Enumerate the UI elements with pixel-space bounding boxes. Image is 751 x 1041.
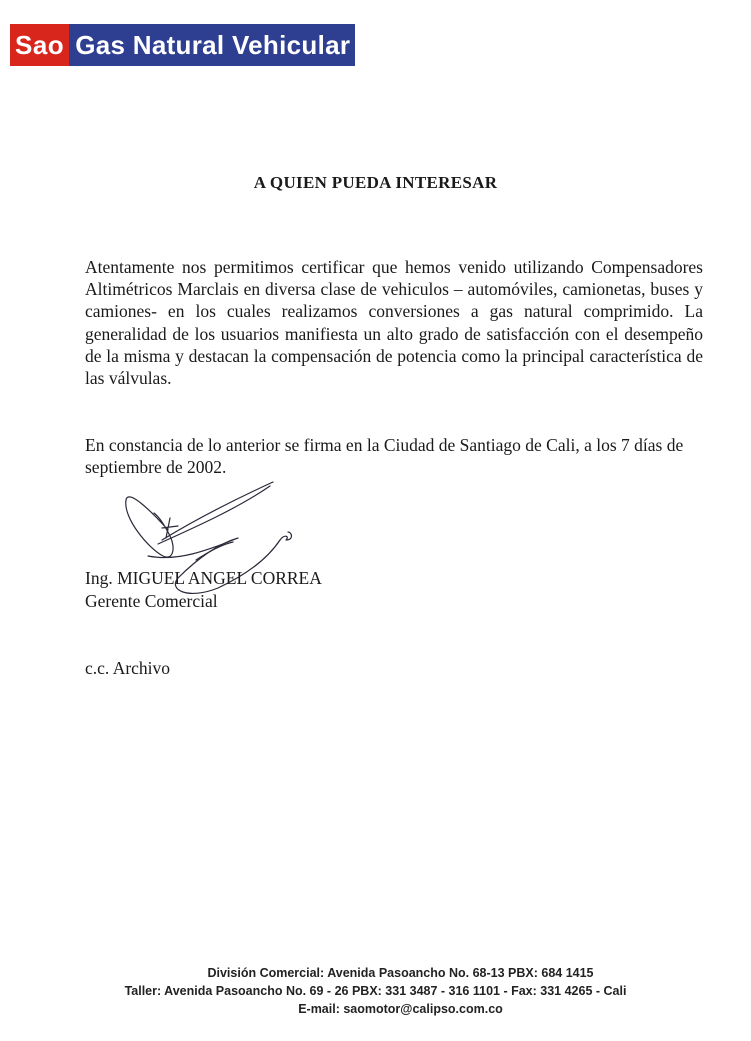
logo-sao-block: Sao [10,24,69,66]
signer-title: Gerente Comercial [85,591,218,611]
footer-line-workshop: Taller: Avenida Pasoancho No. 69 - 26 PBX: 331 3487 - 316 1101 - Fax: 331 4265 - Cali [124,984,627,998]
cc-note: c.c. Archivo [85,658,171,678]
footer-line-commercial: División Comercial: Avenida Pasoancho No. 68-13 PBX: 684 1415 [207,966,594,980]
body-paragraph-1: Atentamente nos permitimos certificar que hemos venido utilizando Compensadores Altimétricos Marclais en diversa clase de vehiculos – automóviles, camionetas, buses y camiones- en los cuales realizamos conversiones a gas natural comprimido. La generalidad de los usuarios manifiesta un alto grado de satisfacción con el desempeño de la misma y destacan la compensación de potencia como la principal característica de las válvulas. [85,257,703,389]
letter-heading: A QUIEN PUEDA INTERESAR [253,173,498,192]
footer-contact [0,964,751,1018]
logo-brand-block: Gas Natural Vehicular [69,24,355,66]
signer-name: Ing. MIGUEL ANGEL CORREA [85,568,322,588]
company-logo [10,24,355,66]
footer-line-email: E-mail: saomotor@calipso.com.co [298,1002,503,1016]
body-paragraph-2: En constancia de lo anterior se firma en la Ciudad de Santiago de Cali, a los 7 días de septiembre de 2002. [85,435,684,478]
handwritten-signature [118,478,308,603]
